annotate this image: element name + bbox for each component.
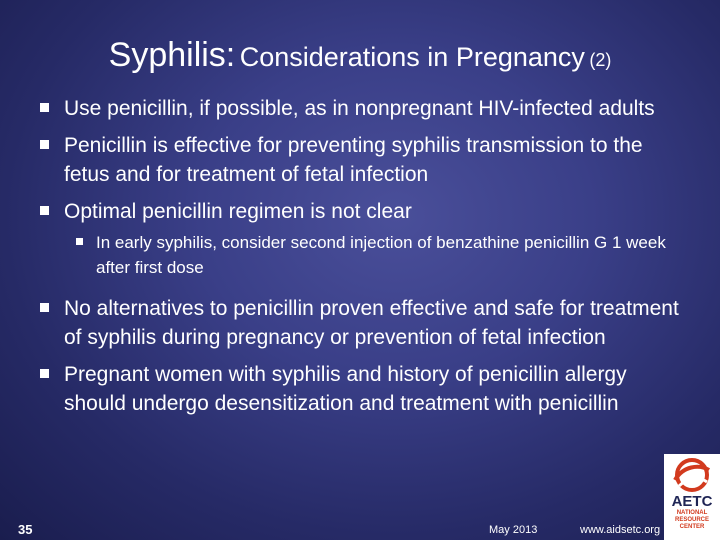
bullet-item — [40, 131, 680, 189]
logo-line-1: NATIONAL — [676, 510, 708, 516]
logo-name: AETC — [671, 493, 713, 510]
sub-bullet-text: In early syphilis, consider second injection of benzathine penicillin G 1 week after first dose — [96, 233, 666, 277]
square-bullet-icon — [40, 369, 49, 378]
bullet-text: Penicillin is effective for preventing syphilis transmission to the fetus and for treatment of fetal infection — [64, 134, 643, 186]
bullet-item — [40, 197, 680, 280]
title-part-number: (2) — [589, 50, 612, 70]
sub-bullet-list — [72, 230, 680, 280]
sub-bullet-item — [72, 230, 680, 280]
title-main: Syphilis: — [108, 36, 236, 74]
logo-line-2: RESOURCE — [674, 517, 709, 523]
bullet-text: Use penicillin, if possible, as in nonpregnant HIV-infected adults — [64, 97, 655, 120]
bullet-text: No alternatives to penicillin proven effective and safe for treatment of syphilis during pregnancy or prevention of fetal infection — [64, 297, 679, 349]
square-bullet-icon — [40, 140, 49, 149]
bullet-list — [40, 94, 680, 418]
square-bullet-icon — [40, 103, 49, 112]
bullet-item — [40, 94, 680, 123]
aetc-logo — [664, 454, 720, 540]
bullet-item — [40, 294, 680, 352]
title-subtitle: Considerations in Pregnancy — [239, 42, 585, 72]
square-bullet-icon — [40, 303, 49, 312]
slide-title — [0, 36, 720, 75]
aetc-swoosh-icon — [669, 458, 715, 492]
footer-date: May 2013 — [489, 524, 538, 536]
slide-number: 35 — [18, 522, 33, 537]
square-bullet-icon — [40, 206, 49, 215]
footer-url: www.aidsetc.org — [580, 524, 661, 536]
logo-line-3: CENTER — [679, 524, 705, 530]
square-bullet-icon — [76, 238, 83, 245]
bullet-text: Optimal penicillin regimen is not clear — [64, 200, 412, 223]
bullet-item — [40, 360, 680, 418]
bullet-text: Pregnant women with syphilis and history of penicillin allergy should undergo desensitization and treatment with penicillin — [64, 363, 627, 415]
